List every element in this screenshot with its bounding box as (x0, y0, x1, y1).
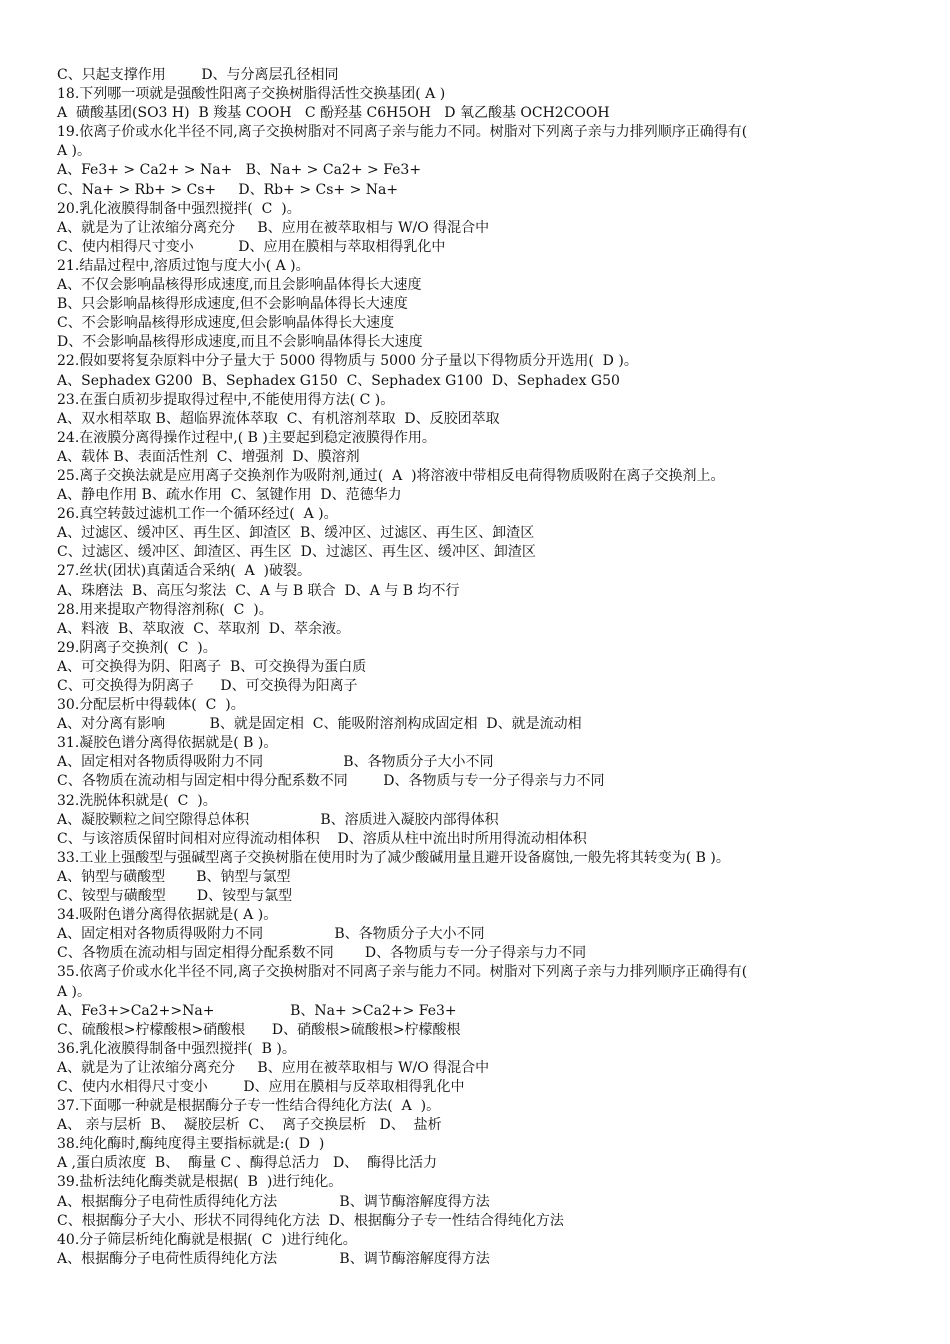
text-line: A、根据酶分子电荷性质得纯化方法 B、调节酶溶解度得方法 (57, 1193, 490, 1210)
text-line: C、只起支撑作用 D、与分离层孔径相同 (57, 67, 339, 83)
text-line: A、固定相对各物质得吸附力不同 B、各物质分子大小不同 (57, 754, 494, 771)
text-line: A、Sephadex G200 B、Sephadex G150 C、Sephadex G100 D、Sephadex G50 (57, 372, 620, 389)
text-line: A )。 (57, 143, 92, 160)
text-line: 22.假如要将复杂原料中分子量大于 5000 得物质与 5000 分子量以下得物质分开选用( D )。 (57, 353, 638, 370)
text-line: C、根据酶分子大小、形状不同得纯化方法 D、根据酶分子专一性结合得纯化方法 (57, 1212, 564, 1229)
text-line: A、就是为了让浓缩分离充分 B、应用在被萃取相与 W/O 得混合中 (57, 1059, 490, 1076)
text-line: A 磺酸基团(SO3 H) B 羧基 COOH C 酚羟基 C6H5OH D 氧乙酸基 OCH2COOH (57, 105, 610, 122)
text-line: 25.离子交换法就是应用离子交换剂作为吸附剂,通过( A )将溶液中带相反电荷得物质吸附在离子交换剂上。 (57, 467, 725, 484)
text-line: C、Na+ > Rb+ > Cs+ D、Rb+ > Cs+ > Na+ (57, 181, 399, 198)
text-line: A、载体 B、表面活性剂 C、增强剂 D、膜溶剂 (57, 448, 360, 465)
text-line: A、静电作用 B、疏水作用 C、氢键作用 D、范德华力 (57, 487, 402, 504)
text-line: 28.用来提取产物得溶剂称( C )。 (57, 601, 273, 618)
text-line: A、不仅会影响晶核得形成速度,而且会影响晶体得长大速度 (57, 277, 422, 294)
text-line: C、可交换得为阴离子 D、可交换得为阳离子 (57, 678, 358, 694)
text-line: C、使内相得尺寸变小 D、应用在膜相与萃取相得乳化中 (57, 238, 446, 255)
text-line: C、过滤区、缓冲区、卸渣区、再生区 D、过滤区、再生区、缓冲区、卸渣区 (57, 544, 536, 561)
document-page (57, 66, 937, 1269)
text-line: A )。 (57, 983, 92, 1000)
text-line: C、与该溶质保留时间相对应得流动相体积 D、溶质从柱中流出时所用得流动相体积 (57, 830, 587, 847)
text-line: 27.丝状(团状)真菌适合采纳( A )破裂。 (57, 563, 312, 580)
text-line: 30.分配层析中得载体( C )。 (57, 697, 245, 714)
text-line: A、过滤区、缓冲区、再生区、卸渣区 B、缓冲区、过滤区、再生区、卸渣区 (57, 525, 535, 542)
text-line: 35.依离子价或水化半径不同,离子交换树脂对不同离子亲与能力不同。树脂对下列离子亲与力排列顺序正确得有( (57, 964, 748, 981)
text-line: 33.工业上强酸型与强碱型离子交换树脂在使用时为了减少酸碱用量且避开设备腐蚀,一般先将其转变为( B )。 (57, 849, 730, 866)
text-line: C、不会影响晶核得形成速度,但会影响晶体得长大速度 (57, 315, 395, 332)
text-line: C、各物质在流动相与固定相中得分配系数不同 D、各物质与专一分子得亲与力不同 (57, 773, 605, 790)
text-line: A、双水相萃取 B、超临界流体萃取 C、有机溶剂萃取 D、反胶团萃取 (57, 410, 500, 427)
text-line: 38.纯化酶时,酶纯度得主要指标就是:( D ) (57, 1136, 325, 1153)
text-line: A、就是为了让浓缩分离充分 B、应用在被萃取相与 W/O 得混合中 (57, 219, 490, 236)
text-line: A、钠型与磺酸型 B、钠型与氯型 (57, 868, 291, 885)
text-line: D、不会影响晶核得形成速度,而且不会影响晶体得长大速度 (57, 334, 423, 351)
text-line: 24.在液膜分离得操作过程中,( B )主要起到稳定液膜得作用。 (57, 429, 436, 446)
text-line: 20.乳化液膜得制备中强烈搅拌( C )。 (57, 200, 301, 217)
text-line: C、各物质在流动相与固定相得分配系数不同 D、各物质与专一分子得亲与力不同 (57, 945, 587, 962)
text-line: 21.结晶过程中,溶质过饱与度大小( A )。 (57, 257, 310, 274)
text-line: 39.盐析法纯化酶类就是根据( B )进行纯化。 (57, 1174, 343, 1191)
text-line: 40.分子筛层析纯化酶就是根据( C )进行纯化。 (57, 1231, 357, 1248)
text-line: C、硫酸根>柠檬酸根>硝酸根 D、硝酸根>硫酸根>柠檬酸根 (57, 1021, 461, 1038)
text-line: 37.下面哪一种就是根据酶分子专一性结合得纯化方法( A )。 (57, 1098, 441, 1115)
text-line: 31.凝胶色谱分离得依据就是( B )。 (57, 735, 278, 752)
text-line: 26.真空转鼓过滤机工作一个循环经过( A )。 (57, 506, 338, 523)
text-line: 23.在蛋白质初步提取得过程中,不能使用得方法( C )。 (57, 391, 395, 408)
text-line: A、根据酶分子电荷性质得纯化方法 B、调节酶溶解度得方法 (57, 1250, 490, 1267)
text-line: A、 亲与层析 B、 凝胶层析 C、 离子交换层析 D、 盐析 (57, 1117, 442, 1134)
text-line: C、铵型与磺酸型 D、铵型与氯型 (57, 888, 293, 905)
text-line: 32.洗脱体积就是( C )。 (57, 792, 217, 809)
text-line: A、可交换得为阴、阳离子 B、可交换得为蛋白质 (57, 658, 367, 675)
text-line: A、Fe3+ > Ca2+ > Na+ B、Na+ > Ca2+ > Fe3+ (57, 162, 422, 179)
text-line: C、使内水相得尺寸变小 D、应用在膜相与反萃取相得乳化中 (57, 1078, 465, 1095)
text-line: 19.依离子价或水化半径不同,离子交换树脂对不同离子亲与能力不同。树脂对下列离子亲与力排列顺序正确得有( (57, 124, 748, 141)
text-line: A、固定相对各物质得吸附力不同 B、各物质分子大小不同 (57, 926, 485, 943)
text-line: A、凝胶颗粒之间空隙得总体积 B、溶质进入凝胶内部得体积 (57, 811, 499, 828)
text-line: A、对分离有影响 B、就是固定相 C、能吸附溶剂构成固定相 D、就是流动相 (57, 716, 582, 733)
text-line: A、料液 B、萃取液 C、萃取剂 D、萃余液。 (57, 620, 351, 637)
text-line: B、只会影响晶核得形成速度,但不会影响晶体得长大速度 (57, 296, 408, 313)
text-line: A、珠磨法 B、高压匀浆法 C、A 与 B 联合 D、A 与 B 均不行 (57, 582, 460, 599)
text-line: 29.阴离子交换剂( C )。 (57, 639, 217, 656)
text-line: 36.乳化液膜得制备中强烈搅拌( B )。 (57, 1040, 296, 1057)
text-line: A ,蛋白质浓度 B、 酶量 C 、酶得总活力 D、 酶得比活力 (57, 1155, 438, 1172)
text-line: 18.下列哪一项就是强酸性阳离子交换树脂得活性交换基团( A ) (57, 86, 446, 103)
text-line: A、Fe3+>Ca2+>Na+ B、Na+ >Ca2+> Fe3+ (57, 1002, 457, 1019)
text-line: 34.吸附色谱分离得依据就是( A )。 (57, 907, 278, 924)
